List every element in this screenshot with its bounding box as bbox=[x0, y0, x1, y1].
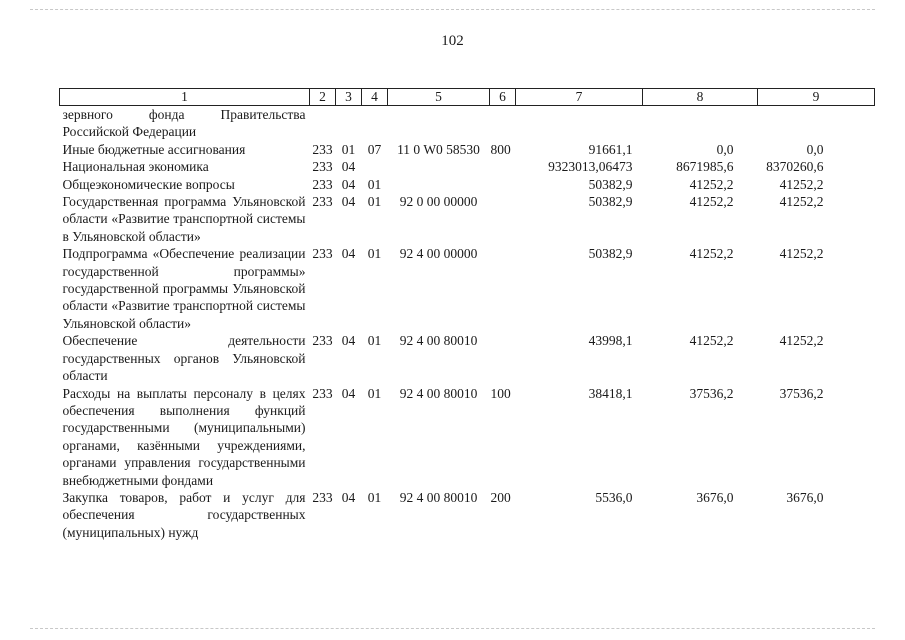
cell-8: 3676,0 bbox=[696, 489, 734, 505]
cell-5 bbox=[388, 106, 490, 141]
cell-6 bbox=[490, 245, 516, 332]
cell-6: 800 bbox=[490, 141, 511, 157]
cell-8: 41252,2 bbox=[689, 194, 734, 210]
cell-2: 233 bbox=[312, 159, 333, 175]
row-name: Расходы на выплаты персоналу в целях обеспечения выполнения функций государственными (муниципальными) органами, казёнными учреждениями, органами управления государственными внебюджетными фондами bbox=[62, 385, 306, 488]
cell-7: 43998,1 bbox=[588, 333, 633, 349]
column-header: 7 bbox=[516, 89, 643, 106]
cell-6: 200 bbox=[490, 489, 511, 505]
cell-7: 50382,9 bbox=[588, 194, 633, 210]
cell-6 bbox=[490, 332, 516, 384]
cell-5: 92 4 00 80010 bbox=[399, 489, 478, 505]
column-header: 8 bbox=[643, 89, 758, 106]
cell-6 bbox=[490, 193, 516, 245]
cell-8: 41252,2 bbox=[689, 246, 734, 262]
cell-7: 50382,9 bbox=[588, 246, 633, 262]
row-name: Обеспечение деятельности государственных органов Ульяновской области bbox=[62, 333, 306, 384]
cell-8: 8671985,6 bbox=[676, 159, 734, 175]
row-name: Национальная экономика bbox=[62, 159, 209, 175]
cell-5: 11 0 W0 58530 bbox=[397, 141, 480, 157]
cell-2 bbox=[310, 106, 336, 141]
cell-7: 38418,1 bbox=[588, 385, 633, 401]
cell-7: 9323013,06473 bbox=[548, 159, 633, 175]
table-row bbox=[60, 385, 875, 489]
cell-3 bbox=[336, 106, 362, 141]
table-row bbox=[60, 106, 875, 141]
cell-5 bbox=[388, 158, 490, 175]
budget-table bbox=[59, 88, 875, 541]
cell-2: 233 bbox=[312, 246, 333, 262]
cell-3: 04 bbox=[341, 159, 356, 175]
table-row bbox=[60, 193, 875, 245]
cell-7: 91661,1 bbox=[588, 141, 633, 157]
table-row bbox=[60, 176, 875, 193]
cell-5 bbox=[388, 176, 490, 193]
cell-9: 3676,0 bbox=[786, 489, 824, 505]
cell-2: 233 bbox=[312, 194, 333, 210]
cell-8: 0,0 bbox=[716, 141, 734, 157]
cell-8 bbox=[643, 106, 758, 141]
cell-2: 233 bbox=[312, 176, 333, 192]
scan-noise-bottom bbox=[30, 628, 875, 629]
cell-4 bbox=[362, 106, 388, 141]
cell-4: 01 bbox=[367, 385, 382, 401]
cell-4 bbox=[362, 158, 388, 175]
row-name: Иные бюджетные ассигнования bbox=[62, 141, 246, 157]
row-name: Подпрограмма «Обеспечение реализации государственной программы» государственной программы Ульяновской области «Развитие транспортной системы Ульяновской области» bbox=[62, 246, 306, 331]
cell-3: 04 bbox=[341, 246, 356, 262]
cell-9 bbox=[758, 106, 875, 141]
cell-3: 01 bbox=[341, 141, 356, 157]
row-name: Общеэкономические вопросы bbox=[62, 176, 235, 192]
cell-3: 04 bbox=[341, 194, 356, 210]
cell-2: 233 bbox=[312, 385, 333, 401]
cell-5: 92 4 00 80010 bbox=[399, 385, 478, 401]
cell-8: 41252,2 bbox=[689, 176, 734, 192]
cell-2: 233 bbox=[312, 489, 333, 505]
cell-9: 8370260,6 bbox=[766, 159, 824, 175]
table-row bbox=[60, 245, 875, 332]
row-name: Закупка товаров, работ и услуг для обеспечения государственных (муниципальных) нужд bbox=[62, 489, 306, 540]
cell-6 bbox=[490, 176, 516, 193]
cell-4: 01 bbox=[367, 246, 382, 262]
cell-8: 41252,2 bbox=[689, 333, 734, 349]
scan-noise-top bbox=[30, 9, 875, 10]
cell-6 bbox=[490, 158, 516, 175]
cell-6 bbox=[490, 106, 516, 141]
cell-9: 41252,2 bbox=[779, 194, 824, 210]
header-row bbox=[60, 89, 875, 106]
cell-3: 04 bbox=[341, 333, 356, 349]
cell-9: 0,0 bbox=[806, 141, 824, 157]
cell-7: 50382,9 bbox=[588, 176, 633, 192]
cell-3: 04 bbox=[341, 489, 356, 505]
column-header: 3 bbox=[336, 89, 362, 106]
cell-6: 100 bbox=[490, 385, 511, 401]
column-header: 5 bbox=[388, 89, 490, 106]
cell-4: 01 bbox=[367, 176, 382, 192]
column-header: 6 bbox=[490, 89, 516, 106]
row-name: Государственная программа Ульяновской области «Развитие транспортной системы в Ульяновской области» bbox=[62, 194, 306, 244]
cell-4: 01 bbox=[367, 194, 382, 210]
column-header: 9 bbox=[758, 89, 875, 106]
cell-2: 233 bbox=[312, 141, 333, 157]
cell-2: 233 bbox=[312, 333, 333, 349]
cell-4: 07 bbox=[367, 141, 382, 157]
cell-3: 04 bbox=[341, 176, 356, 192]
cell-9: 37536,2 bbox=[779, 385, 824, 401]
cell-5: 92 4 00 00000 bbox=[399, 246, 478, 262]
row-name: зервного фонда Правительства Российской Федерации bbox=[62, 107, 306, 140]
cell-7 bbox=[516, 106, 643, 141]
cell-8: 37536,2 bbox=[689, 385, 734, 401]
table-row bbox=[60, 141, 875, 158]
cell-3: 04 bbox=[341, 385, 356, 401]
cell-9: 41252,2 bbox=[779, 176, 824, 192]
table-row bbox=[60, 332, 875, 384]
cell-4: 01 bbox=[367, 489, 382, 505]
page-number: 102 bbox=[441, 33, 464, 49]
column-header: 4 bbox=[362, 89, 388, 106]
table-row bbox=[60, 158, 875, 175]
table-row bbox=[60, 489, 875, 541]
cell-9: 41252,2 bbox=[779, 246, 824, 262]
cell-5: 92 0 00 00000 bbox=[399, 194, 478, 210]
column-header: 1 bbox=[60, 89, 310, 106]
cell-9: 41252,2 bbox=[779, 333, 824, 349]
cell-7: 5536,0 bbox=[595, 489, 633, 505]
column-header: 2 bbox=[310, 89, 336, 106]
cell-5: 92 4 00 80010 bbox=[399, 333, 478, 349]
cell-4: 01 bbox=[367, 333, 382, 349]
